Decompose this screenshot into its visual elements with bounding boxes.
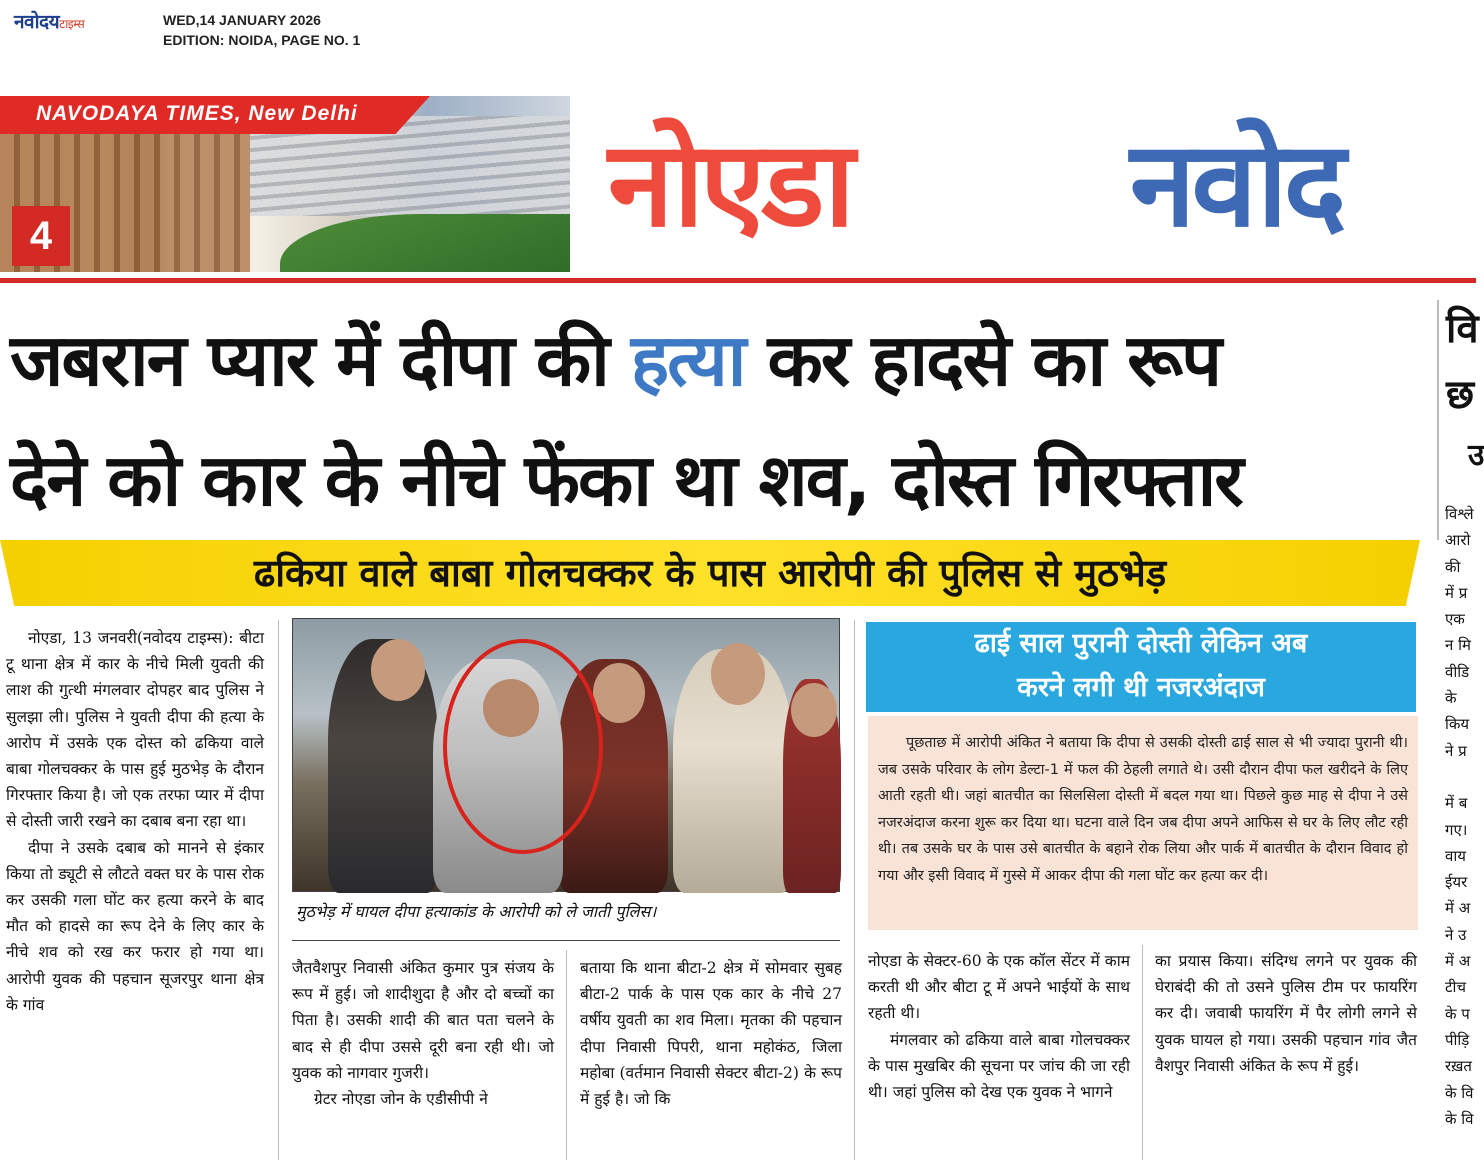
adjacent-text-line: में प्र	[1445, 583, 1468, 602]
column-divider	[566, 950, 567, 1160]
dateline	[163, 10, 360, 50]
photo-caption: मुठभेड़ में घायल दीपा हत्याकांड के आरोपी को ले जाती पुलिस।	[296, 902, 657, 921]
adjacent-text-line: न मि	[1445, 636, 1471, 655]
masthead-title-blue: नवोद	[1130, 115, 1343, 253]
column-4-paragraph-2: मंगलवार को ढकिया वाले बाबा गोलचक्कर के पास मुखबिर की सूचना पर जांच की जा रही थी। जहां पुलिस को देख एक युवक ने भागने	[868, 1030, 1130, 1102]
logo-small-text: टाइम्स	[59, 17, 85, 31]
column-1-paragraph-1: नोएडा, 13 जनवरी(नवोदय टाइम्स): बीटा टू थाना क्षेत्र में कार के नीचे मिली युवती की लाश की गुत्थी मंगलवार दोपहर बाद पुलिस ने सुलझा ली। पुलिस ने युवती दीपा की हत्या के आरोप में उसके एक दोस्त को ढकिया वाले बाबा गोलचक्कर के पास हुई मुठभेड़ के दौरान गिरफ्तार किया है। जो एक तरफा प्यार में दीपा से दोस्ती जारी रखने का दबाब बना रहा था।	[6, 629, 264, 831]
highlight-circle	[443, 639, 603, 854]
edition-page: EDITION: NOIDA, PAGE NO. 1	[163, 32, 361, 48]
adjacent-text-line: के प	[1445, 1004, 1470, 1023]
sidebar-story-title[interactable]	[866, 622, 1416, 712]
sidebar-story-body: पूछताछ में आरोपी अंकित ने बताया कि दीपा से उसकी दोस्ती ढाई साल से भी ज्यादा पुरानी थी। जब उसके परिवार के लोग डेल्टा-1 में फल की ठेहली लगाते थे। उसी दौरान दीपा फल खरीदने के लिए आती रहती थी। जहां बातचीत का सिलसिला दोस्ती में बदल गया था। पिछले कुछ माह से दीपा ने उसे नजरअंदाज करना शुरू कर दिया था। घटना वाले दिन जब दीपा अपने आफिस से घर के लिए लौट रही थी। तब उसके घर के पास उसे बातचीत के बहाने रोक लिया और पार्क में बातचीत के दौरान विवाद हो गया और इसी विवाद में गुस्से में आकर दीपा की गला घोंट कर हत्या कर दी।	[878, 735, 1408, 884]
adjacent-text-line: वीडि	[1445, 662, 1470, 681]
column-5-paragraph-1: का प्रयास किया। संदिग्ध लगने पर युवक की घेराबंदी की तो उसने पुलिस टीम पर फायरिंग कर दी। जवाबी फायरिंग में पैर लोगी लगने से युवक घायल हो गया। उसकी पहचान गांव जैत वैशपुर निवासी अंकित के रूप में हुई।	[1155, 952, 1417, 1075]
masthead-divider	[0, 278, 1476, 283]
adjacent-story-headline	[1446, 296, 1484, 484]
page-number-badge	[12, 206, 70, 266]
headline-accent: हत्या	[630, 318, 745, 402]
column-divider	[278, 620, 279, 1160]
person-head	[593, 663, 645, 723]
adjacent-text-line: पीड़ि	[1445, 1030, 1470, 1049]
adjacent-text-line: के वि	[1445, 1083, 1474, 1102]
adjacent-text-line: रख़त	[1445, 1057, 1472, 1076]
masthead-band	[0, 96, 1476, 272]
article-column-3	[580, 955, 842, 1112]
sidebar-title-line-2: करने लगी थी नजरअंदाज	[1017, 672, 1265, 703]
column-3-paragraph-1: बताया कि थाना बीटा-2 क्षेत्र में सोमवार सुबह बीटा-2 पार्क के पास एक कार के नीचे 27 वर्षीय युवती का शव मिला। मृतका की पहचान दीपा निवासी पिपरी, थाना महोकंठ, जिला महोबा (वर्तमान निवासी सेक्टर बीटा-2) के रूप में हुई है। जो कि	[580, 959, 842, 1109]
adjacent-text-line: एक	[1445, 610, 1465, 629]
sidebar-title-line-1: ढाई साल पुरानी दोस्ती लेकिन अब	[974, 628, 1308, 659]
adjacent-headline-line-3: उ	[1468, 438, 1484, 473]
adjacent-text-line: के	[1445, 689, 1457, 708]
edition-date: WED,14 JANUARY 2026	[163, 12, 321, 28]
headline-line-1	[10, 300, 1425, 420]
logo-main-text: नवोदय	[14, 11, 60, 33]
article-column-2	[292, 955, 554, 1112]
adjacent-text-line: टीच	[1445, 978, 1466, 997]
adjacent-text-line: में अ	[1445, 952, 1471, 971]
newspaper-logo[interactable]	[14, 8, 84, 34]
adjacent-text-line: के वि	[1445, 1109, 1474, 1128]
column-1-paragraph-2: दीपा ने उसके दबाब को मानने से इंकार किया तो ड्यूटी से लौटते वक्त घर के पास रोक कर उसकी गला घोंट कर हत्या करने के बाद मौत को हादसे का रूप देने के लिए कार के नीचे शव को रख कर फरार हो गया था। आरोपी युवक की पहचान सूजरपुर थाना क्षेत्र के गांव	[6, 838, 264, 1014]
adjacent-headline-line-2: छ	[1446, 372, 1475, 418]
adjacent-text-line: की	[1445, 557, 1461, 576]
person-head	[711, 643, 765, 705]
adjacent-text-line: ने प्र	[1445, 741, 1467, 760]
column-4-paragraph-1: नोएडा के सेक्टर-60 के एक कॉल सेंटर में काम करती थी और बीटा टू में अपने भाईयों के साथ रहती थी।	[868, 952, 1130, 1023]
adjacent-text-line	[1445, 764, 1474, 790]
article-column-5	[1155, 948, 1417, 1079]
adjacent-text-line: आरो	[1445, 531, 1471, 550]
column-divider	[1437, 300, 1439, 540]
headline-line-2: देने को कार के नीचे फेंका था शव, दोस्त गिरफ्तार	[10, 438, 1242, 522]
article-column-1	[6, 625, 264, 1018]
adjacent-text-line: वाय	[1445, 846, 1466, 865]
page-number: 4	[16, 210, 66, 262]
subheadline: ढकिया वाले बाबा गोलचक्कर के पास आरोपी की पुलिस से मुठभेड़	[253, 551, 1167, 595]
adjacent-headline-line-1: वि	[1446, 306, 1479, 352]
main-headline[interactable]	[10, 300, 1425, 540]
adjacent-text-line: में ब	[1445, 794, 1468, 813]
headline-part-b: कर हादसे का रूप	[744, 318, 1220, 402]
person-head	[791, 683, 837, 737]
column-divider	[1142, 945, 1143, 1160]
adjacent-text-line: ने उ	[1445, 925, 1467, 944]
masthead-title-red: नोएडा	[608, 115, 851, 253]
person-head	[371, 639, 425, 701]
adjacent-text-line: विश्ले	[1445, 505, 1474, 523]
column-2-paragraph-2: ग्रेटर नोएडा जोन के एडीसीपी ने	[314, 1090, 488, 1109]
edition-ribbon-text: NAVODAYA TIMES, New Delhi	[36, 102, 358, 125]
adjacent-story-strip	[1440, 283, 1484, 1175]
column-2-paragraph-1: जैतवैशपुर निवासी अंकित कुमार पुत्र संजय के रूप में हुई। जो शादीशुदा है और दो बच्चों का पिता है। उसकी शादी की बात पता चलने के बाद से ही दीपा उससे दूरी बना रही थी। जो युवक को नागवार गुजरी।	[292, 959, 554, 1082]
headline-part-a: जबरान प्यार में दीपा की	[10, 318, 631, 402]
caption-divider	[292, 940, 840, 941]
adjacent-text-line: में अ	[1445, 899, 1471, 918]
adjacent-story-text	[1445, 501, 1474, 1132]
news-photo[interactable]	[292, 618, 840, 892]
column-divider	[854, 620, 855, 1160]
article-column-4	[868, 948, 1130, 1105]
adjacent-text-line: गए।	[1445, 820, 1468, 839]
adjacent-text-line: किय	[1445, 715, 1470, 734]
adjacent-text-line: ईयर	[1445, 873, 1468, 892]
